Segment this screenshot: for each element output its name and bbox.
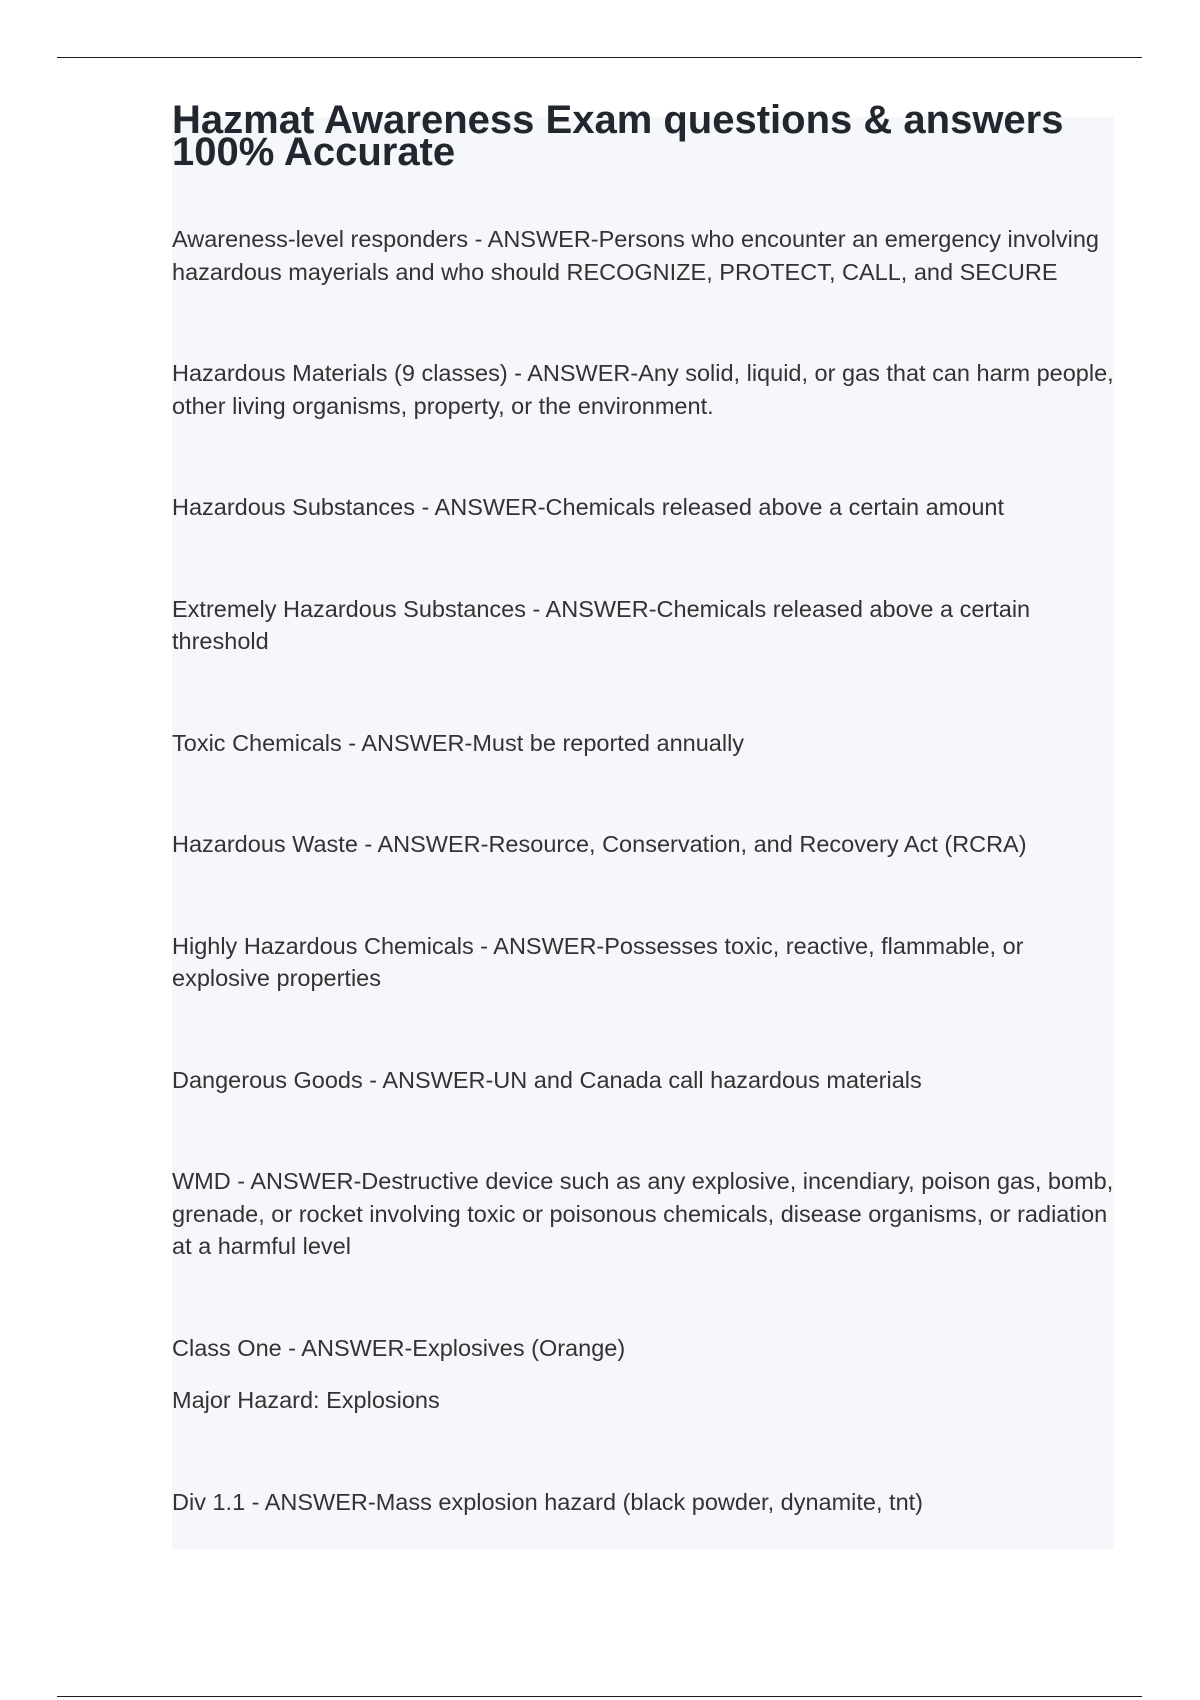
- qa-text: Div 1.1 - ANSWER-Mass explosion hazard (black powder, dynamite, tnt): [172, 1488, 923, 1515]
- qa-extra-text: Major Hazard: Explosions: [172, 1387, 440, 1413]
- qa-entry: [172, 491, 1117, 524]
- header-rule: [57, 57, 1142, 58]
- qa-entry: [172, 1332, 1117, 1417]
- qa-entry: [172, 223, 1117, 288]
- qa-entry: [172, 357, 1117, 422]
- qa-entry: [172, 930, 1117, 995]
- qa-text: Highly Hazardous Chemicals - ANSWER-Possesses toxic, reactive, flammable, or explosive properties: [172, 932, 1024, 991]
- qa-text: Awareness-level responders - ANSWER-Persons who encounter an emergency involving hazardous mayerials and who should RECOGNIZE, PROTECT, CALL, and SECURE: [172, 226, 1099, 285]
- qa-text: Class One - ANSWER-Explosives (Orange): [172, 1334, 626, 1361]
- qa-entry: [172, 593, 1117, 658]
- qa-text: Hazardous Materials (9 classes) - ANSWER-Any solid, liquid, or gas that can harm people, other living organisms, property, or the environment.: [172, 360, 1114, 419]
- qa-entry: [172, 828, 1117, 861]
- qa-text: Hazardous Waste - ANSWER-Resource, Conservation, and Recovery Act (RCRA): [172, 831, 1027, 857]
- qa-entry: [172, 1486, 1117, 1519]
- qa-text: Extremely Hazardous Substances - ANSWER-Chemicals released above a certain threshold: [172, 595, 1031, 654]
- qa-entry: [172, 1165, 1117, 1263]
- document-title: Hazmat Awareness Exam questions & answers 100% Accurate: [172, 98, 1064, 174]
- qa-list: [172, 223, 1117, 1587]
- footer-rule: [57, 1696, 1142, 1697]
- qa-text: Hazardous Substances - ANSWER-Chemicals released above a certain amount: [172, 494, 1005, 520]
- qa-text: Dangerous Goods - ANSWER-UN and Canada call hazardous materials: [172, 1066, 922, 1093]
- qa-entry: [172, 727, 1117, 760]
- qa-text: Toxic Chemicals - ANSWER-Must be reported annually: [172, 729, 745, 756]
- qa-text: WMD - ANSWER-Destructive device such as any explosive, incendiary, poison gas, bomb, grenade, or rocket involving toxic or poisonous chemicals, disease organisms, or radiation at a harmful level: [172, 1168, 1114, 1259]
- qa-entry: [172, 1064, 1117, 1097]
